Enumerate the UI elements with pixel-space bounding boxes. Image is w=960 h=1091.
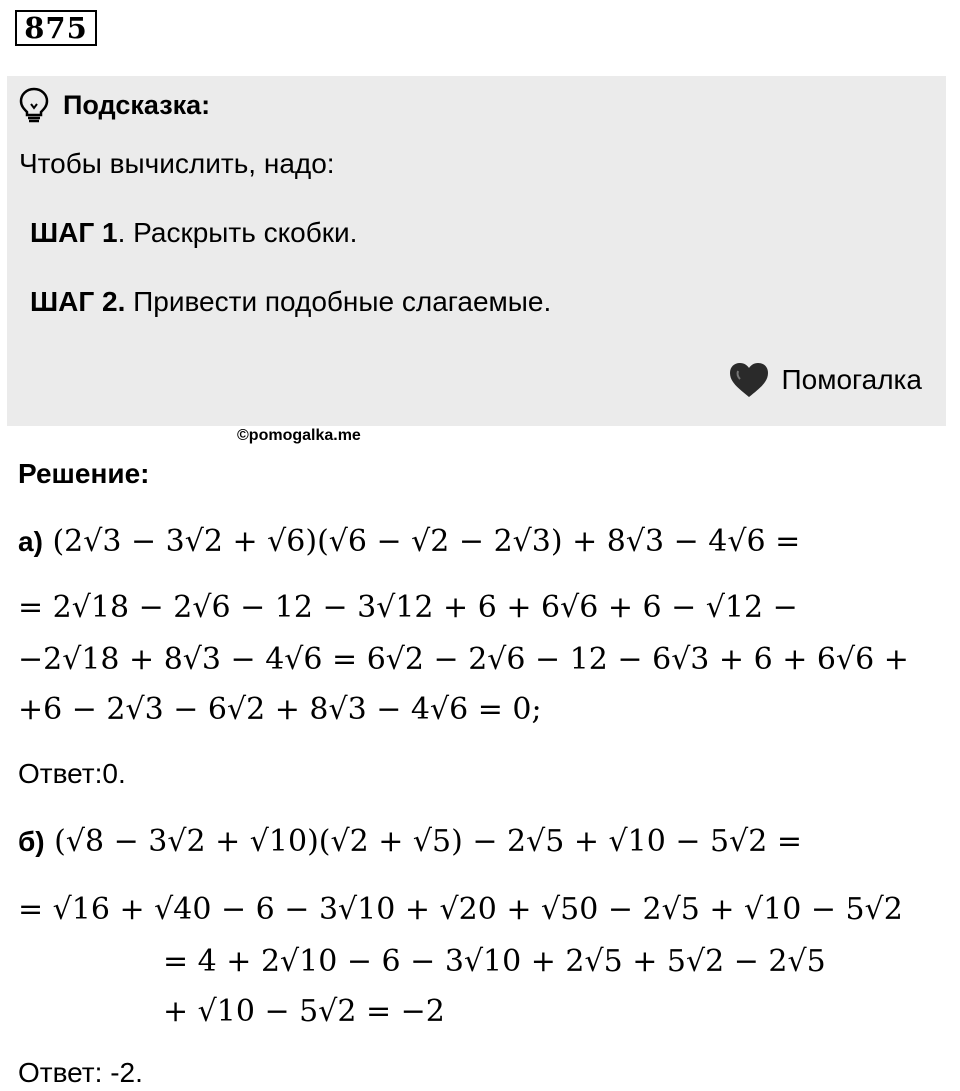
hint-step-1 [30,217,357,249]
hint-box [7,76,946,426]
step-2-label: ШАГ 2. [30,286,126,317]
part-a-line-1 [18,522,800,562]
solution-title: Решение: [18,458,150,489]
problem-number: 875 [15,10,97,46]
part-a-line-4: +6 − 2√3 − 6√2 + 8√3 − 4√6 = 0; [18,692,542,727]
part-b-line-4: + √10 − 5√2 = −2 [163,994,445,1029]
part-b-label: б) [18,826,45,857]
hint-header [19,88,210,122]
step-2-text: Привести подобные слагаемые. [125,286,552,317]
hint-intro: Чтобы вычислить, надо: [19,148,335,179]
part-a-answer: Ответ:0. [18,758,126,789]
brand[interactable] [728,361,922,399]
part-a-expr-1: (2√3 − 3√2 + √6)(√6 − √2 − 2√3) + 8√3 − 4√6 = [52,524,801,559]
part-b-line-1 [18,822,802,862]
step-1-text: . Раскрыть скобки. [117,217,358,248]
brand-name: Помогалка [781,364,922,395]
part-b-line-3: = 4 + 2√10 − 6 − 3√10 + 2√5 + 5√2 − 2√5 [163,944,826,979]
part-a-line-2: = 2√18 − 2√6 − 12 − 3√12 + 6 + 6√6 + 6 − √12 − [18,590,798,625]
hint-step-2 [30,286,551,318]
heart-icon [728,361,770,399]
part-a-line-3: −2√18 + 8√3 − 4√6 = 6√2 − 2√6 − 12 − 6√3 + 6 + 6√6 + [18,642,909,677]
part-a-label: а) [18,526,43,557]
part-b-expr-1: (√8 − 3√2 + √10)(√2 + √5) − 2√5 + √10 − 5√2 = [54,824,802,859]
part-b-line-2: = √16 + √40 − 6 − 3√10 + √20 + √50 − 2√5 + √10 − 5√2 [18,892,903,927]
lightbulb-icon [19,87,49,123]
step-1-label: ШАГ 1 [30,217,118,248]
copyright: ©pomogalka.me [237,427,361,444]
part-b-answer: Ответ: -2. [18,1057,143,1088]
hint-title: Подсказка: [63,89,211,120]
